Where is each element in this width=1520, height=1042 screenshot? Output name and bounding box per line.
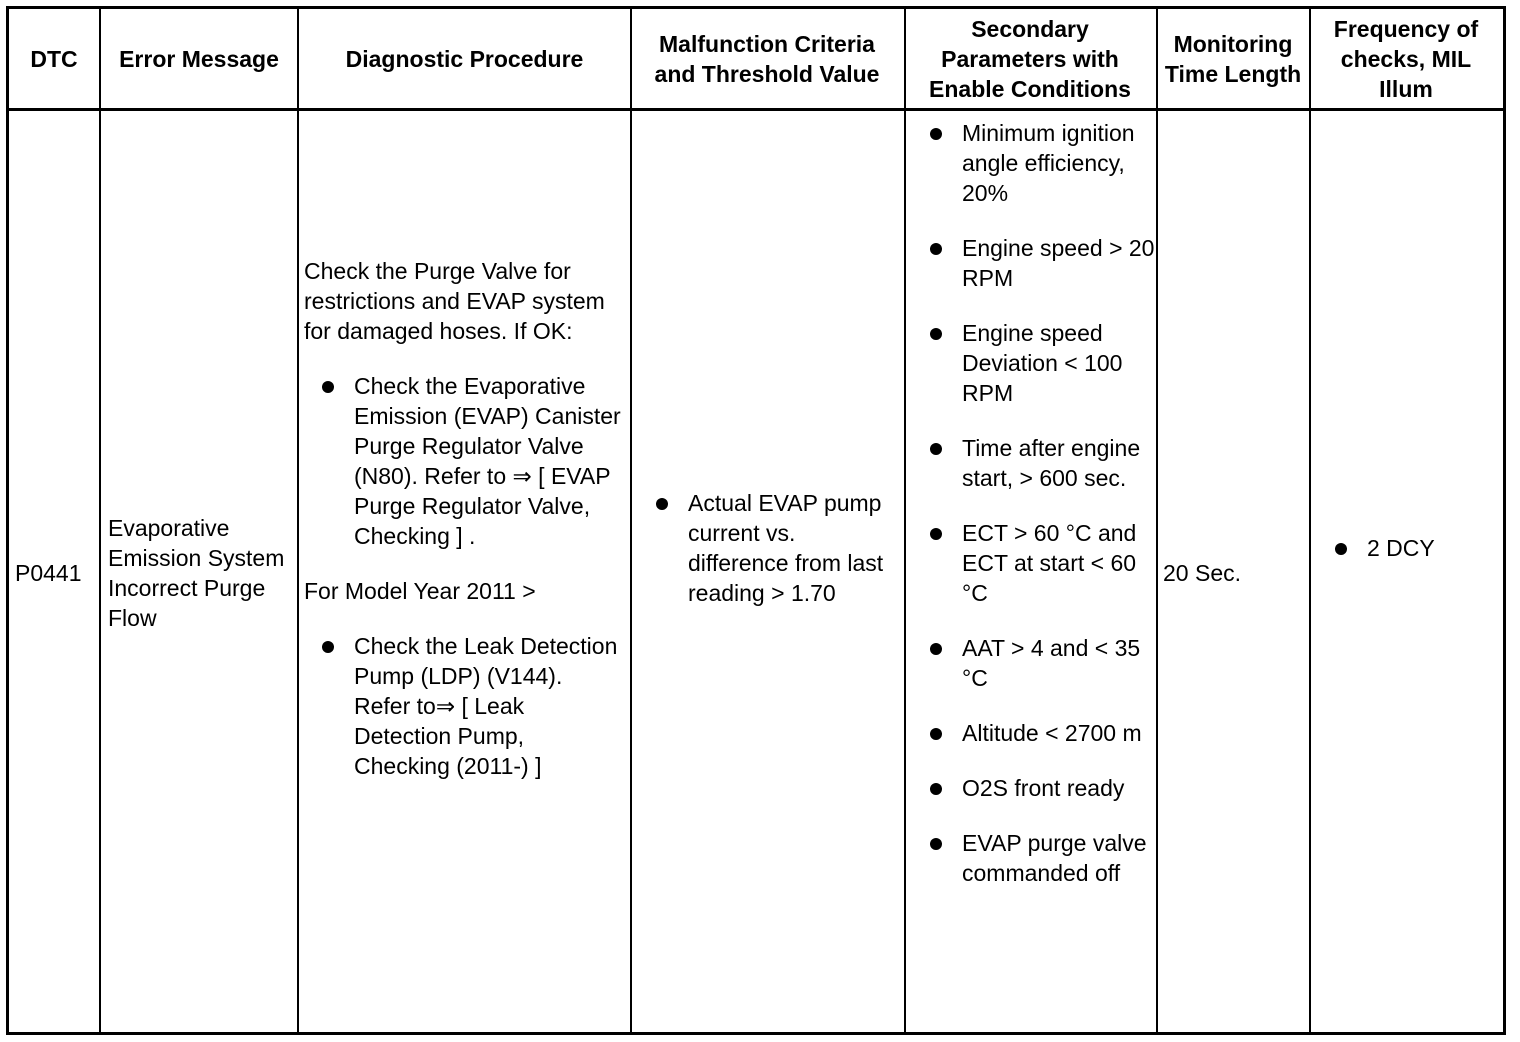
malfunction-criteria-cell <box>638 488 902 608</box>
model-year-note: For Model Year 2011 > <box>304 578 536 604</box>
monitoring-time-cell <box>1163 111 1309 1035</box>
bullet-icon <box>322 641 334 653</box>
procedure-step-leak-pump: Check the Leak Detection Pump (LDP) (V144). Refer to⇒ [ Leak Detection Pump, Checking (2011-) ] <box>354 633 618 779</box>
bullet-icon <box>930 443 942 455</box>
secondary-parameters-list <box>912 118 1156 888</box>
column-divider <box>297 9 299 1032</box>
list-item <box>304 371 624 551</box>
procedure-bullet-list <box>304 631 624 781</box>
header-secondary-parameters: Secondary Parameters with Enable Conditions <box>929 15 1131 102</box>
bullet-icon <box>656 498 668 510</box>
bullet-icon <box>930 128 942 140</box>
list-item <box>912 518 1156 608</box>
frequency-cell <box>1317 533 1503 563</box>
frequency-value: 2 DCY <box>1367 535 1435 561</box>
bullet-icon <box>930 838 942 850</box>
procedure-bullet-list <box>304 371 624 551</box>
list-item <box>1317 533 1503 563</box>
list-item <box>912 233 1156 293</box>
header-diagnostic-procedure: Diagnostic Procedure <box>345 45 584 72</box>
frequency-list <box>1317 533 1503 563</box>
parameter-engine-speed: Engine speed > 20 RPM <box>962 235 1155 291</box>
diagnostic-procedure-cell <box>304 256 624 781</box>
dtc-table <box>6 6 1506 1035</box>
parameter-evap-purge-valve: EVAP purge valve commanded off <box>962 830 1147 886</box>
bullet-icon <box>930 243 942 255</box>
list-item <box>912 718 1156 748</box>
parameter-ignition-efficiency: Minimum ignition angle efficiency, 20% <box>962 120 1135 206</box>
bullet-icon <box>930 783 942 795</box>
procedure-step-evap-valve: Check the Evaporative Emission (EVAP) Canister Purge Regulator Valve (N80). Refer to ⇒ [ EVAP Purge Regulator Valve, Checking ] . <box>354 373 621 549</box>
parameter-engine-speed-deviation: Engine speed Deviation < 100 RPM <box>962 320 1123 406</box>
monitoring-time: 20 Sec. <box>1163 560 1241 586</box>
header-malfunction-criteria: Malfunction Criteria and Threshold Value <box>654 30 880 87</box>
bullet-icon <box>930 643 942 655</box>
list-item <box>304 631 624 781</box>
column-divider <box>1156 9 1158 1032</box>
error-message-cell <box>108 111 294 1035</box>
dtc-code-cell <box>15 111 99 1035</box>
list-item <box>912 318 1156 408</box>
list-item <box>912 773 1156 803</box>
parameter-time-after-start: Time after engine start, > 600 sec. <box>962 435 1141 491</box>
header-monitoring-time: Monitoring Time Length <box>1164 30 1302 87</box>
dtc-code: P0441 <box>15 560 82 586</box>
bullet-icon <box>322 381 334 393</box>
parameter-aat: AAT > 4 and < 35 °C <box>962 635 1141 691</box>
parameter-altitude: Altitude < 2700 m <box>962 720 1142 746</box>
malfunction-criteria: Actual EVAP pump current vs. difference from last reading > 1.70 <box>688 490 884 606</box>
bullet-icon <box>930 328 942 340</box>
header-frequency: Frequency of checks, MIL Illum <box>1333 15 1479 102</box>
column-divider <box>1309 9 1311 1032</box>
parameter-o2s-ready: O2S front ready <box>962 775 1125 801</box>
list-item <box>912 118 1156 208</box>
column-divider <box>99 9 101 1032</box>
column-divider <box>904 9 906 1032</box>
header-error-message: Error Message <box>119 45 279 72</box>
secondary-parameters-cell <box>912 118 1156 888</box>
list-item <box>912 828 1156 888</box>
header-dtc: DTC <box>30 45 78 72</box>
bullet-icon <box>930 728 942 740</box>
procedure-intro: Check the Purge Valve for restrictions and EVAP system for damaged hoses. If OK: <box>304 258 605 344</box>
list-item <box>638 488 902 608</box>
error-message: Evaporative Emission System Incorrect Purge Flow <box>108 515 285 631</box>
list-item <box>912 633 1156 693</box>
column-divider <box>630 9 632 1032</box>
bullet-icon <box>930 528 942 540</box>
bullet-icon <box>1335 543 1347 555</box>
malfunction-list <box>638 488 902 608</box>
list-item <box>912 433 1156 493</box>
parameter-ect: ECT > 60 °C and ECT at start < 60 °C <box>962 520 1137 606</box>
